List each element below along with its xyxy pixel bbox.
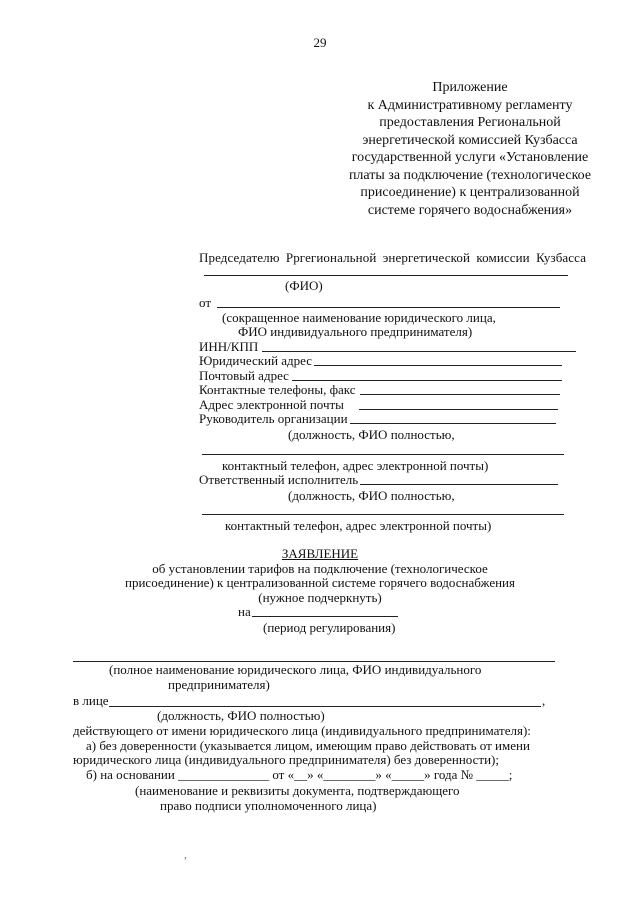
addressee: Председателю Рргегиональной энергетической комиссии Кузбасса (199, 250, 587, 265)
fio-hint: (ФИО) (285, 278, 323, 293)
doc-hint-2: право подписи уполномоченного лица) (160, 798, 377, 813)
full-name-hint-2: предпринимателя) (168, 677, 270, 692)
phones-line[interactable] (360, 394, 560, 395)
period-line[interactable] (252, 616, 398, 617)
from-line[interactable] (217, 307, 560, 308)
doc-hint-1: (наименование и реквизиты документа, подтверждающего (135, 783, 460, 798)
appendix-line: системе горячего водоснабжения» (367, 202, 573, 218)
position-hint: (должность, ФИО полностью) (157, 708, 325, 723)
scan-mark: , (184, 847, 187, 861)
from-hint-1: (сокращенное наименование юридического лица, (222, 310, 496, 325)
addressee-fio-line[interactable] (204, 275, 568, 276)
inn-line[interactable] (262, 351, 576, 352)
period-hint: (период регулирования) (263, 620, 396, 635)
email-line[interactable] (359, 409, 558, 410)
appendix-line: к Административному регламенту (367, 97, 573, 113)
executor-line[interactable] (360, 484, 558, 485)
in-person-label: в лице (73, 693, 109, 708)
head-hint-2: контактный телефон, адрес электронной почты) (222, 458, 489, 473)
in-person-line[interactable] (109, 706, 541, 707)
appendix-line: Приложение (432, 80, 508, 95)
full-name-hint-1: (полное наименование юридического лица, ФИО индивидуального (109, 662, 482, 677)
from-label: от (199, 295, 212, 310)
statement-line-1: об установлении тарифов на подключение (технологическое (152, 561, 488, 576)
option-a-line-1: а) без доверенности (указывается лицом, имеющим право действовать от имени (86, 738, 530, 753)
executor-label: Ответственный исполнитель (199, 472, 359, 487)
postal-address-label: Почтовый адрес (199, 368, 289, 383)
inn-label: ИНН/КПП (199, 339, 259, 354)
statement-line-2: присоединение) к централизованной системе горячего водоснабжения (125, 575, 515, 590)
option-a-line-2: юридического лица (индивидуального предпринимателя) без доверенности); (73, 752, 499, 767)
appendix-line: предоставления Региональной (379, 115, 561, 130)
executor-hint-1: (должность, ФИО полностью, (288, 488, 455, 503)
executor-hint-2: контактный телефон, адрес электронной почты) (225, 518, 492, 533)
appendix-line: энергетической комиссией Кузбасса (362, 132, 578, 148)
appendix-line: присоединение) к централизованной (360, 185, 580, 200)
statement-title: ЗАЯВЛЕНИЕ (281, 546, 359, 561)
appendix-block (300, 79, 640, 219)
period-na-label: на (238, 604, 251, 619)
appendix-line: платы за подключение (технологическое (348, 167, 592, 183)
option-b-line[interactable]: б) на основании ______________ от «__» «________» «_____» года № _____; (86, 767, 513, 782)
acting-text: действующего от имени юридического лица (индивидуального предпринимателя): (73, 723, 531, 738)
in-person-comma: , (542, 693, 546, 708)
postal-address-line[interactable] (292, 380, 562, 381)
legal-address-label: Юридический адрес (199, 353, 313, 368)
executor-line-2[interactable] (202, 514, 564, 515)
from-hint-2: ФИО индивидуального предпринимателя) (238, 324, 473, 339)
head-line[interactable] (350, 423, 556, 424)
statement-line-3: (нужное подчеркнуть) (258, 590, 382, 605)
appendix-line: государственной услуги «Установление (351, 150, 589, 165)
head-hint-1: (должность, ФИО полностью, (288, 427, 455, 442)
phones-label: Контактные телефоны, факс (199, 382, 356, 397)
page-number: 29 (313, 35, 327, 50)
head-label: Руководитель организации (199, 411, 348, 426)
email-label: Адрес электронной почты (199, 397, 344, 412)
legal-address-line[interactable] (314, 365, 562, 366)
head-line-2[interactable] (202, 454, 564, 455)
